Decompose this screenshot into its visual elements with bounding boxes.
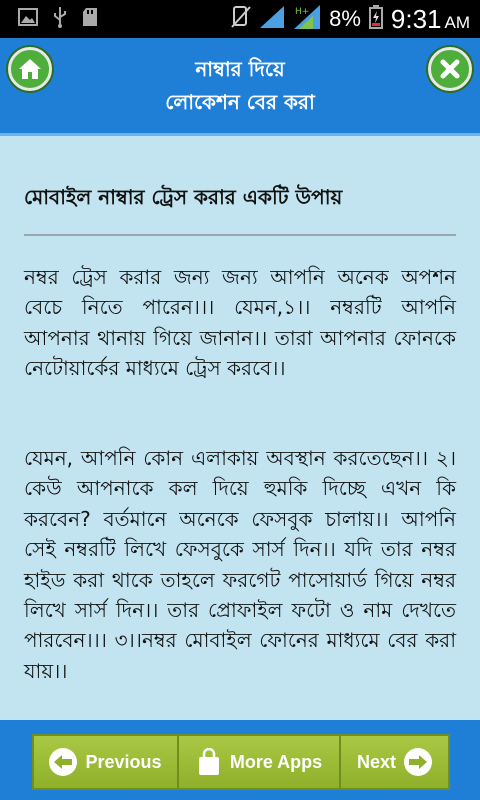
title-bar: [0, 38, 480, 136]
page-title-line1: নাম্বার দিয়ে: [195, 57, 285, 81]
shopping-bag-icon: [196, 748, 222, 776]
signal-icon: [259, 5, 285, 33]
clock-ampm: AM: [444, 12, 470, 32]
next-button[interactable]: [341, 736, 448, 788]
status-right: [231, 4, 480, 35]
previous-button[interactable]: [34, 736, 179, 788]
clock-time: 9:31: [390, 3, 442, 34]
clock: [391, 4, 470, 35]
article-content[interactable]: [0, 136, 480, 720]
battery-percent: 8%: [329, 6, 361, 31]
mute-icon: [231, 5, 251, 33]
previous-label: Previous: [85, 751, 162, 772]
battery-icon: [369, 5, 383, 33]
status-left-icons: [0, 6, 98, 32]
more-apps-button[interactable]: [179, 736, 341, 788]
close-button[interactable]: [428, 47, 472, 91]
next-label: Next: [356, 751, 396, 772]
usb-icon: [52, 6, 68, 32]
page-title-line2: লোকেশন বের করা: [165, 90, 315, 114]
article-heading: মোবাইল নাম্বার ট্রেস করার একটি উপায়: [24, 185, 343, 209]
article-paragraph-2: যেমন, আপনি কোন এলাকায় অবস্থান করতেছেন।। ২।কেউ আপনাকে কল দিয়ে হুমকি দিচ্ছে এখন কি করবেন? বর্তমানে অনেকে ফেসবুক চালায়।। আপনি সেই নম্বরটি লিখে ফেসবুকে সার্স দিন।। যদি তার নম্বর হাইড করা থাকে তাহলে ফরগেট পাসোয়ার্ড গিয়ে নম্বর লিখে সার্স দিন।। তার প্রোফাইল ফটো ও নাম দেখতে পারবেন।।। ৩।।নম্বর মোবাইল ফোনের মাধ্যমে বের করা যায়।।: [24, 446, 456, 683]
page-title: [70, 53, 410, 119]
heading-divider: [24, 234, 456, 236]
article-paragraph-1: নম্বর ট্রেস করার জন্য জন্য আপনি অনেক অপশন বেচে নিতে পারেন।।। যেমন,১।। নম্বরটি আপনি আপনার থানায় গিয়ে জানান।। তারা আপনার ফোনকে নেটোয়ার্কের মাধ্যমে ট্রেস করবে।।: [24, 265, 456, 381]
status-bar: [0, 0, 480, 38]
home-button[interactable]: [8, 47, 52, 91]
close-icon: [439, 58, 461, 80]
home-icon: [18, 58, 42, 80]
sd-card-icon: [82, 7, 98, 31]
image-icon: [18, 8, 38, 30]
more-apps-label: More Apps: [229, 751, 323, 772]
hplus-signal-icon: [293, 4, 321, 34]
svg-text:H+: H+: [295, 7, 310, 17]
arrow-right-icon: [404, 748, 432, 776]
arrow-left-icon: [49, 748, 77, 776]
bottom-nav-buttons: [32, 734, 450, 790]
bottom-nav-bar: [0, 720, 480, 800]
